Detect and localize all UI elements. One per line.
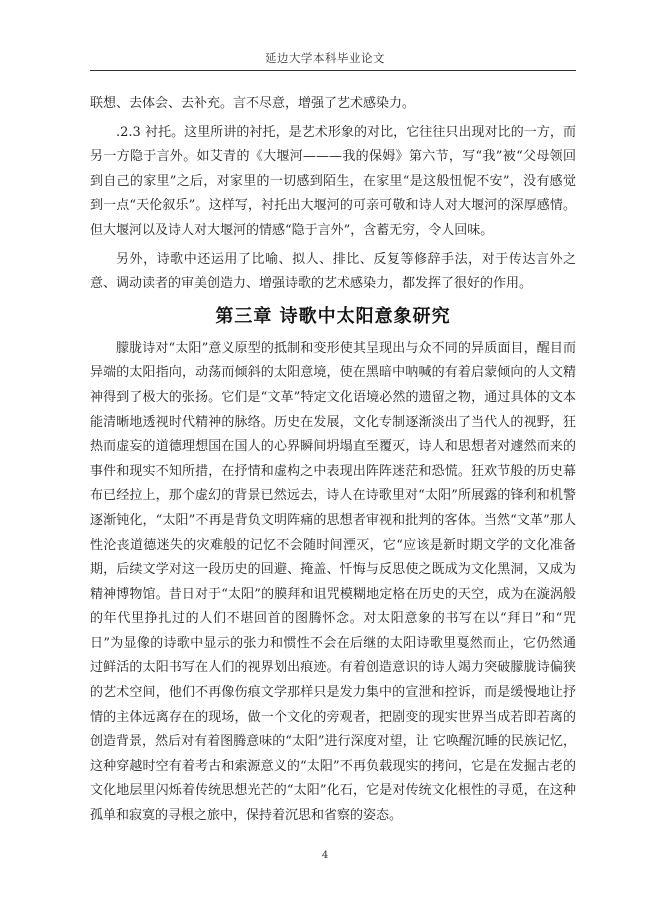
chapter-title: 第三章 诗歌中太阳意象研究	[215, 305, 451, 327]
running-header: 延边大学本科毕业论文	[265, 51, 385, 65]
paragraph-contrast: .2.3 衬托。这里所讲的衬托，是艺术形象的对比，它往往只出现对比的一方，而另一方隐于言外。如艾青的《大堰河———我的保姆》第六节，写“我”被“父母领回到自己的家里”之后，对家里的一切感到陌生，在家里“是这般忸怩不安”，没有感觉到一点“天伦叙乐”。这样写，衬托出大堰河的可亲可敬和诗人对大堰河的深厚感情。但大堰河以及诗人对大堰河的情感“隐于言外”，含蓄无穷，令人回味。	[90, 124, 576, 238]
header-divider	[90, 70, 576, 71]
page-number: 4	[321, 850, 329, 861]
paragraph-continuation: 联想、去体会、去补充。言不尽意，增强了艺术感染力。	[90, 96, 416, 111]
body-text	[90, 92, 576, 829]
paragraph-rhetoric: 另外，诗歌中还运用了比喻、拟人、排比、反复等修辞手法，对于传达言外之意、调动读者的审美创造力、增强诗歌的艺术感染力，都发挥了很好的作用。	[90, 251, 576, 292]
paragraph-sun-imagery: 朦胧诗对“太阳”意义原型的抵制和变形使其呈现出与众不同的异质面目，醒目而异端的太阳指向，动荡而倾斜的太阳意境，使在黑暗中呐喊的有着启蒙倾向的人文精神得到了极大的张扬。它们是“文革”特定文化语境必然的遗留之物，通过具体的文本能清晰地透视时代精神的脉络。历史在发展，文化专制逐渐淡出了当代人的视野，狂热而虚妄的道德理想国在国人的心界瞬间坍塌直至覆灭，诗人和思想者对遽然而来的事件和现实不知所措，在抒情和虚构之中表现出阵阵迷茫和恐慌。狂欢节般的历史幕布已经拉上，那个虚幻的背景已然远去，诗人在诗歌里对“太阳”所展露的锋利和机警逐渐钝化，“太阳”不再是背负文明阵痛的思想者审视和批判的客体。当然“文革”那人性沦丧道德迷失的灾难般的记忆不会随时间湮灭，它“应该是新时期文学的文化准备期，后续文学对这一段历史的回避、掩盖、忏悔与反思使之既成为文化黑洞，又成为精神博物馆。昔日对于“太阳”的膜拜和诅咒模糊地定格在历史的天空，成为在漩涡般的年代里挣扎过的人们不堪回首的图腾怀念。对太阳意象的书写在以“拜日”和“咒日”为显像的诗歌中显示的张力和惯性不会在后继的太阳诗歌里戛然而止，它仍然通过鲜活的太阳书写在人们的视界划出痕迹。有着创造意识的诗人竭力突破朦胧诗偏狭的艺术空间，他们不再像伤痕文学那样只是发力集中的宣泄和控诉，而是缓慢地让抒情的主体远离存在的现场，做一个文化的旁观者，把剧变的现实世界当成若即若离的创造背景，然后对有着图腾意味的“太阳”进行深度对望，让 它唤醒沉睡的民族记忆，这种穿越时空有着考古和索源意义的“太阳”不再负载现实的拷问，它是在发掘古老的文化地层里闪烁着传统思想光芒的“太阳”化石，它是对传统文化根性的寻觅，在这种孤单和寂寞的寻根之旅中，保持着沉思和省察的姿态。	[90, 340, 576, 824]
